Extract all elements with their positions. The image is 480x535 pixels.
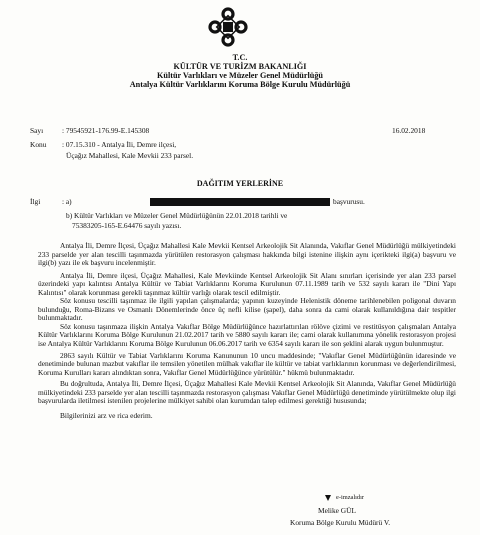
paragraph-1: Antalya İli, Demre İlçesi, Üçağız Mahallesi Kale Mevkii Kentsel Arkeolojik Sit Alanında, Vakıflar Genel Müdürlüğü mülkiyetindeki 233 parselde yer alan tescilli taşınmazda yürütülen restorasyon çalışması hakkında bilgi istenine ilişkin aynı içerikteki ilgi(a) başvuru ve ilgi(b) yazı ile ek başvuru incelenmiştir. [38, 241, 456, 268]
paragraph-5: 2863 sayılı Kültür ve Tabiat Varlıklarını Koruma Kanununun 10 uncu maddesinde; "Vakıflar Genel Müdürlüğünün idaresinde ve denetiminde bulunan mazbut vakıflar ile temsilen yönetilen mülhak vakıflar ile kültür ve tabiat varlıklarının korunması ve değerlendirilmesi, Koruma Kurulları kararı alındıktan sonra, Vakıflar Genel Müdürlüğünce yürütülür." hükmü bulunmaktadır. [38, 350, 456, 377]
distribution-title: DAĞITIM YERLERİNE [196, 179, 284, 188]
paragraph-2: Antalya İli, Demre ilçesi, Üçağız Mahallesi, Kale Mevkiinde Kentsel Arkeolojik Sit Alanı sınırları içerisinde yer alan 233 parsel üzerindeki yapı kalıntısı Antalya Kültür ve Tabiat Varlıklarını Koruma Kurulunun 07.11.1989 tarih ve 532 sayılı kararı ile "Dini Yapı Kalıntısı" olarak korunması gerekli taşınmaz kültür varlığı olarak tescil edilmiştir. [38, 270, 456, 297]
paragraph-6: Bu doğrultuda, Antalya İli, Demre İlçesi, Üçağız Mahallesi Kale Mevkii Kentsel Arkeolojik Sit Alanında, Vakıflar Genel Müdürlüğü mülkiyetindeki 233 parselde yer alan tescilli taşınmazda restorasyon çalışması Vakıflar Genel Müdürlüğü denetiminde yürütülmekte olup ilgi başvurularda iletilmesi istenilen projelerine mülkiyet sahibi olan kurumdan talep edilmesi gerektiği hususunda; [38, 379, 456, 406]
ilgi-b-line-1: b) Kültür Varlıkları ve Müzeler Genel Müdürlüğünün 22.01.2018 tarihli ve [66, 211, 288, 220]
header-directorate: Kültür Varlıkları ve Müzeler Genel Müdürlüğü [157, 71, 323, 80]
e-signature-label: e-imzalıdır [336, 494, 365, 501]
document-date: 16.02.2018 [392, 126, 426, 135]
closing-line: Bilgilerinizi arz ve rica ederim. [60, 410, 153, 420]
header-tc: T.C. [232, 53, 248, 62]
header-board: Antalya Kültür Varlıklarını Koruma Bölge Kurulu Müdürlüğü [129, 80, 351, 89]
konu-line-1: : 07.15.310 - Antalya İli, Demre ilçesi, [62, 140, 177, 149]
sayi-value: : 79545921-176.99-E.145308 [62, 126, 150, 135]
ilgi-a-suffix: başvurusu. [333, 197, 365, 206]
konu-line-2: Üçağız Mahallesi, Kale Mevkii 233 parsel. [66, 151, 194, 160]
body-text [38, 242, 456, 420]
konu-label: Konu [30, 140, 47, 149]
ilgi-a-prefix: : a) [62, 197, 72, 206]
sayi-label: Sayı [30, 126, 44, 135]
ilgi-label: İlgi [30, 197, 41, 206]
paragraph-4: Söz konusu taşınmaza ilişkin Antalya Vakıflar Bölge Müdürlüğünce hazırlattırılan rölöve çizimi ve restitüsyon çalışmaları Antalya Kültür Varlıklarını Koruma Bölge Kurulunun 21.02.2017 tarih ve 5880 sayılı kararı ile; cami olarak kullanımına yönelik restorasyon projesi ise Antalya Kültür Varlıklarını Koruma Bölge Kurulunun 06.06.2017 tarih ve 6354 sayılı kararı ile son şeklini alarak uygun bulunmuştur. [38, 321, 456, 349]
ilgi-b-line-2: 75383205-165-E.64476 sayılı yazısı. [72, 221, 182, 230]
paragraph-3: Söz konusu tescilli taşınmaz ile ilgili yapılan çalışmalarda; yapının kuzeyinde Helenistik döneme tarihlenebilen poligonal duvarın bulunduğu, Roma-Bizans ve Osmanlı Dönemlerinde önce üç nefli kilise (şapel), daha sonra da cami olarak kullanıldığına dair tespitler bulunmaktadır. [38, 296, 456, 323]
ministry-emblem-icon [208, 6, 248, 48]
signer-title: Koruma Bölge Kurulu Müdürü V. [290, 518, 391, 527]
header-ministry: KÜLTÜR VE TURİZM BAKANLIĞI [173, 62, 307, 71]
signer-name: Melike GÜL [318, 506, 356, 515]
redacted-block [150, 198, 330, 206]
e-signature-icon [324, 494, 332, 502]
